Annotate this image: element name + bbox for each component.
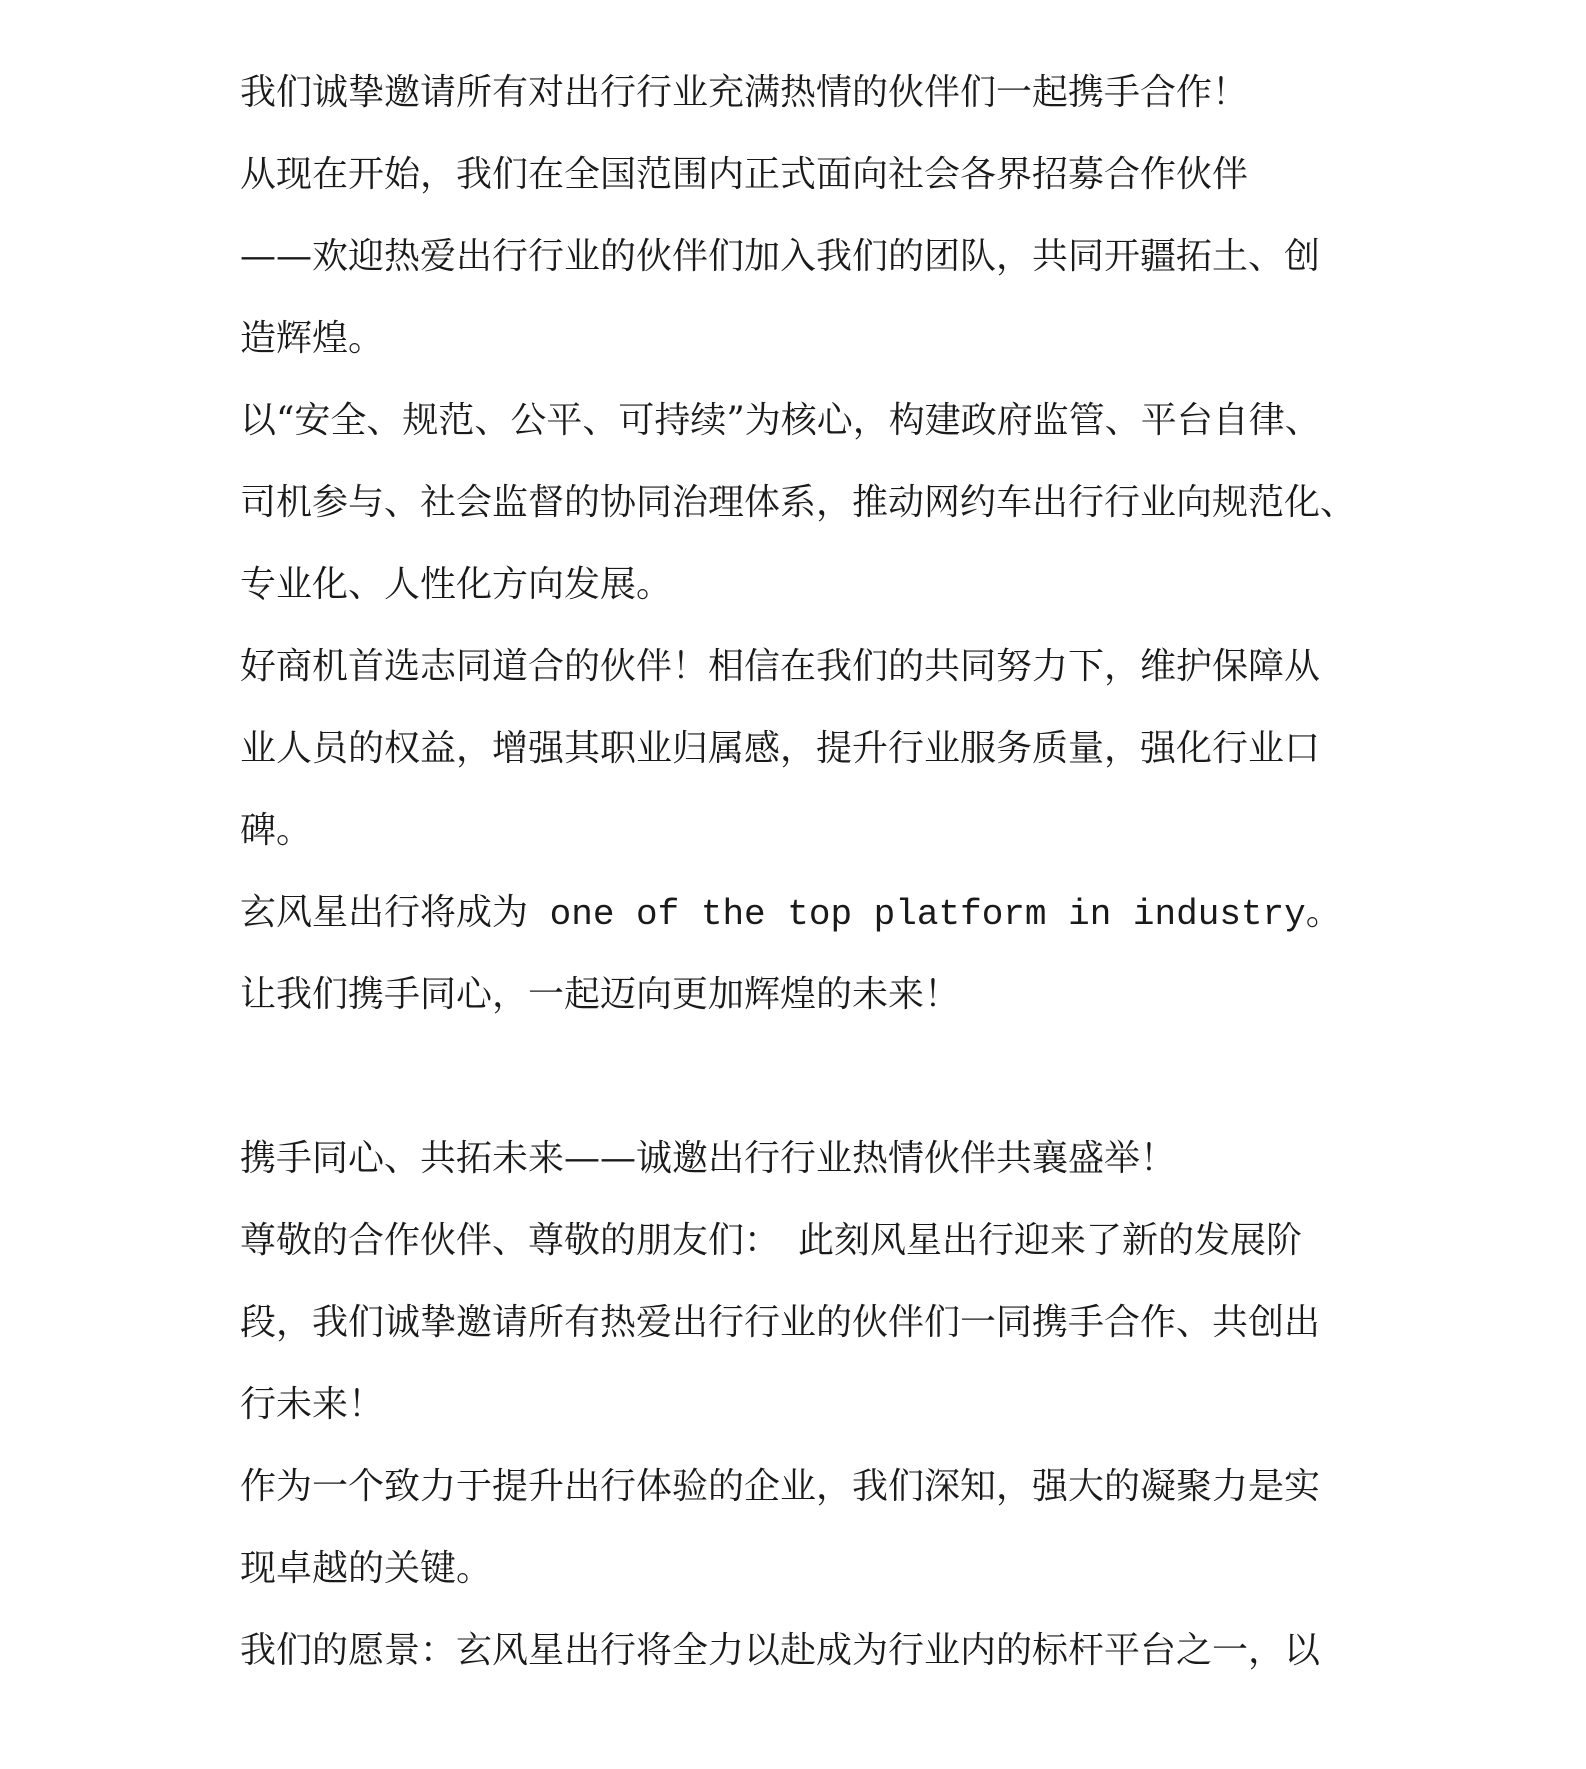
platform-goal-english: one of the top platform in industry [528,894,1306,935]
section-title: 携手同心、共拓未来——诚邀出行行业热情伙伴共襄盛举！ [240,1138,1177,1179]
text-line: 专业化、人性化方向发展。 [240,564,673,605]
paragraph-governance [240,380,1357,626]
text-line: 我们的愿景：玄风星出行将全力以赴成为行业内的标杆平台之一，以 [240,1630,1321,1671]
text-line: 司机参与、社会监督的协同治理体系，推动网约车出行行业向规范化、 [240,482,1357,523]
text-line: 作为一个致力于提升出行体验的企业，我们深知，强大的凝聚力是实 [240,1466,1321,1507]
text-line: 碑。 [240,810,313,851]
text-line: ——欢迎热爱出行行业的伙伴们加入我们的团队，共同开疆拓土、创 [240,236,1321,277]
paragraph-invitation: 我们诚挚邀请所有对出行行业充满热情的伙伴们一起携手合作！ [240,72,1249,113]
paragraph-platform-goal [240,872,1352,954]
paragraph-recruitment [240,134,1352,380]
paragraph-greeting [240,1200,1352,1446]
text-line: 好商机首选志同道合的伙伴！相信在我们的共同努力下，维护保障从 [240,646,1321,687]
text-line: 从现在开始，我们在全国范围内正式面向社会各界招募合作伙伴 [240,154,1249,195]
paragraph-vision [240,1610,1352,1692]
section-spacer [240,1036,1352,1118]
text-line: 尊敬的合作伙伴、尊敬的朋友们： 此刻风星出行迎来了新的发展阶 [240,1220,1303,1261]
document-body [240,52,1357,1692]
paragraph-opportunity [240,626,1352,872]
text-line: 造辉煌。 [240,318,385,359]
paragraph-cohesion [240,1446,1352,1610]
text-line: 现卓越的关键。 [240,1548,493,1589]
platform-goal-chinese: 玄风星出行将成为 [240,892,529,933]
paragraph-closing: 让我们携手同心，一起迈向更加辉煌的未来！ [240,974,961,1015]
text-line: 行未来！ [240,1384,385,1425]
text-line: 段，我们诚挚邀请所有热爱出行行业的伙伴们一同携手合作、共创出 [240,1302,1321,1343]
text-line: 业人员的权益，增强其职业归属感，提升行业服务质量，强化行业口 [240,728,1321,769]
text-line: 以“安全、规范、公平、可持续”为核心，构建政府监管、平台自律、 [240,400,1321,441]
platform-goal-period: 。 [1305,892,1342,933]
